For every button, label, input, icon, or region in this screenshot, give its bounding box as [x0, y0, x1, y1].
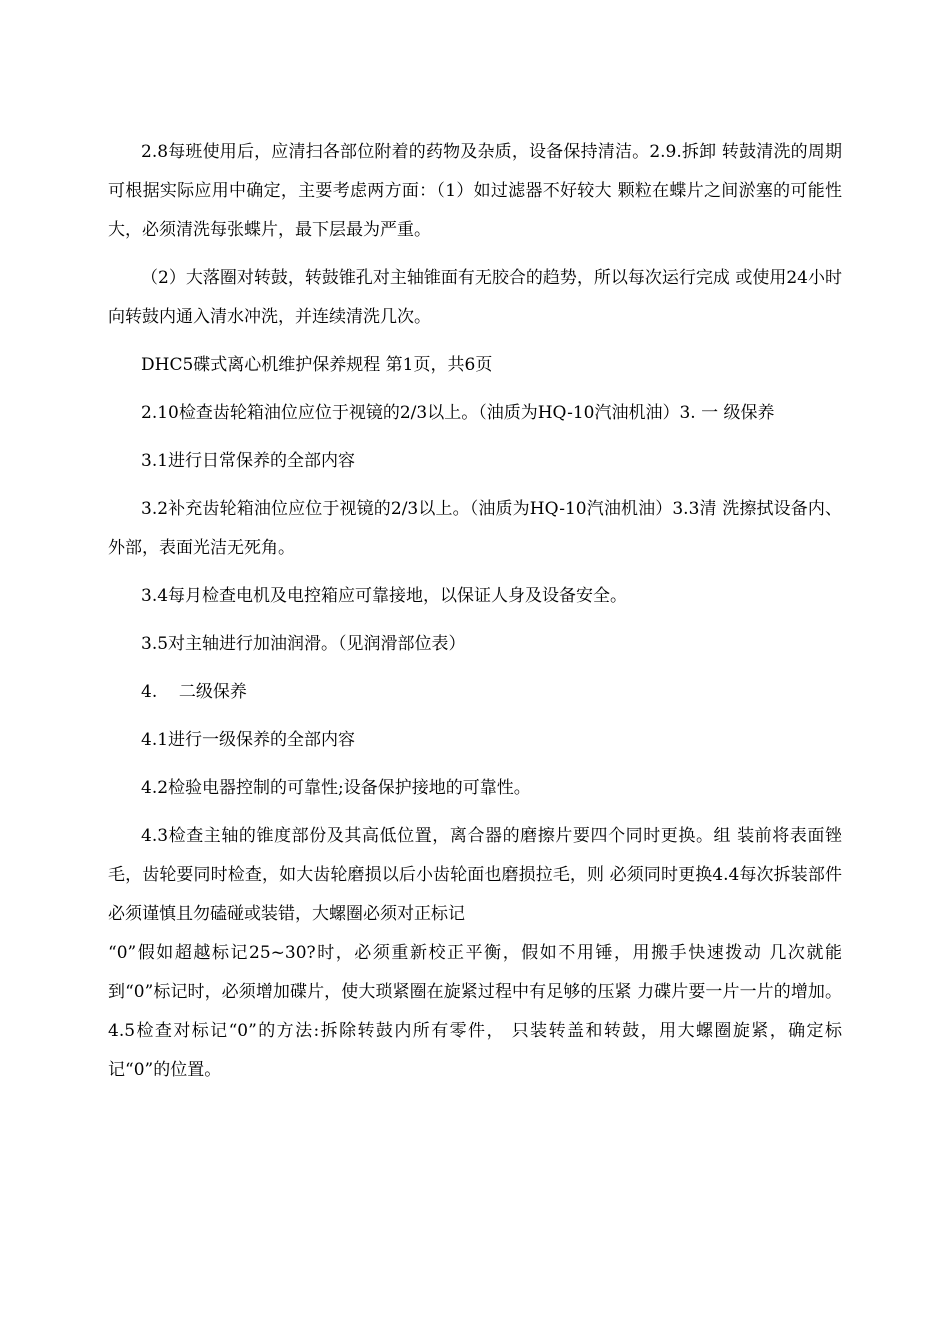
paragraph-4-3: 4.3检查主轴的锥度部份及其高低位置，离合器的磨擦片要四个同时更换。组 装前将表面锉毛，齿轮要同时检查，如大齿轮磨损以后小齿轮面也磨损拉毛，则 必须同时更换4.4每次拆装部件必须谨慎且勿磕碰或装错，大螺圈必须对正标记 [108, 826, 842, 924]
paragraph-3-4: 3.4每月检查电机及电控箱应可靠接地，以保证人身及设备安全。 [141, 586, 628, 606]
paragraph-4-4-continued: “0”假如超越标记25~30?时，必须重新校正平衡，假如不用锤，用搬手快速拨动 几次就能到“0”标记时，必须增加碟片，使大琐紧圈在旋紧过程中有足够的压紧 力碟片要一片一片的增加。4.5检查对标记“0”的方法:拆除转鼓内所有零件， 只装转盖和转鼓，用大螺圈旋紧，确定标记“0”的位置。 [108, 943, 842, 1080]
paragraph-4-1: 4.1进行一级保养的全部内容 [141, 730, 356, 750]
paragraph-2-8: 2.8每班使用后，应清扫各部位附着的药物及杂质，设备保持清洁。2.9.拆卸 转鼓清洗的周期可根据实际应用中确定，主要考虑两方面：（1）如过滤器不好较大 颗粒在蝶片之间淤塞的可能性大，必须清洗每张蝶片，最下层最为严重。 [108, 142, 842, 240]
page-footer-title: DHC5碟式离心机维护保养规程 第1页，共6页 [141, 355, 493, 375]
paragraph-2-10: 2.10检查齿轮箱油位应位于视镜的2/3以上。（油质为HQ-10汽油机油）3. 一 级保养 [141, 403, 775, 423]
paragraph-3-5: 3.5对主轴进行加油润滑。（见润滑部位表） [141, 634, 466, 654]
paragraph-3-1: 3.1进行日常保养的全部内容 [141, 451, 356, 471]
paragraph-4-2: 4.2检验电器控制的可靠性;设备保护接地的可靠性。 [141, 778, 531, 798]
document-body [108, 133, 842, 1099]
paragraph-3-2: 3.2补充齿轮箱油位应位于视镜的2/3以上。（油质为HQ-10汽油机油）3.3清 洗擦拭设备内、外部，表面光洁无死角。 [108, 499, 842, 558]
section-heading-4: 4. 二级保养 [141, 682, 247, 702]
paragraph-2-9-continued: （2）大落圈对转鼓，转鼓锥孔对主轴锥面有无胶合的趋势，所以每次运行完成 或使用24小时向转鼓内通入清水冲洗，并连续清洗几次。 [108, 268, 842, 327]
